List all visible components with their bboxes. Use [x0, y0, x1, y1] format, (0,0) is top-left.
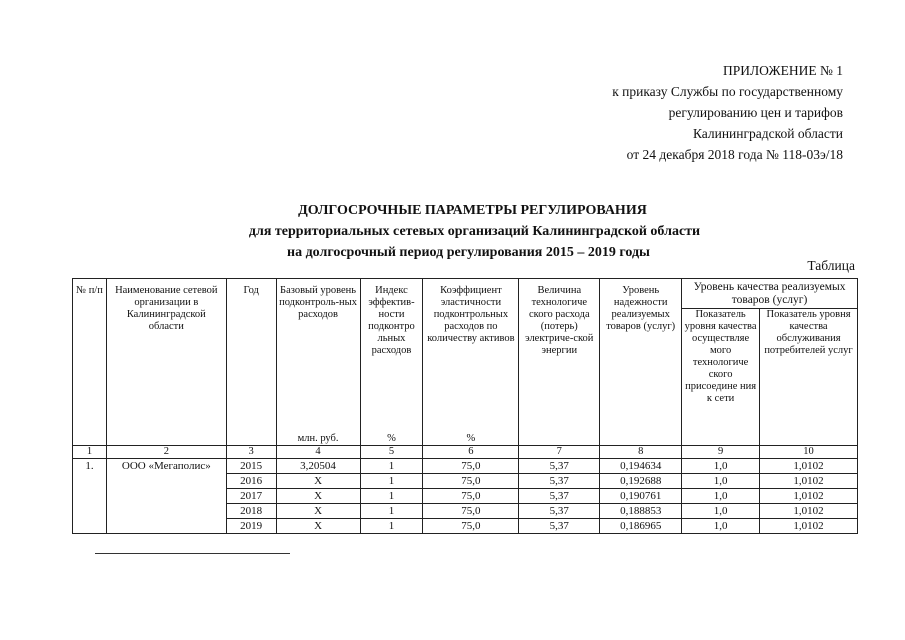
cell-quality-conn: 1,0 — [682, 489, 760, 504]
cell-reliability: 0,190761 — [600, 489, 682, 504]
cell-index: 1 — [360, 489, 423, 504]
header-loss: Величина технологиче ского расхода (потерь) электриче-ской энергии — [519, 279, 600, 432]
cell-year: 2019 — [226, 519, 276, 534]
cell-index: 1 — [360, 504, 423, 519]
appendix-order-line: к приказу Службы по государственному — [612, 84, 843, 99]
cell-reliability: 0,188853 — [600, 504, 682, 519]
cell-year: 2016 — [226, 474, 276, 489]
appendix-title: ПРИЛОЖЕНИЕ № 1 — [722, 63, 843, 78]
appendix-date-line: от 24 декабря 2018 года № 118-03э/18 — [626, 147, 843, 162]
col-number: 7 — [519, 446, 600, 459]
cell-reliability: 0,186965 — [600, 519, 682, 534]
cell-base: 3,20504 — [276, 459, 360, 474]
col-number: 3 — [226, 446, 276, 459]
cell-coef: 75,0 — [423, 459, 519, 474]
col-number: 4 — [276, 446, 360, 459]
col-number: 6 — [423, 446, 519, 459]
units-row — [73, 431, 858, 446]
title-line-1: ДОЛГОСРОЧНЫЕ ПАРАМЕТРЫ РЕГУЛИРОВАНИЯ — [298, 203, 647, 218]
cell-quality-service: 1,0102 — [760, 459, 858, 474]
cell-base: Х — [276, 489, 360, 504]
cell-loss: 5,37 — [519, 489, 600, 504]
cell-quality-service: 1,0102 — [760, 474, 858, 489]
cell-quality-conn: 1,0 — [682, 504, 760, 519]
cell-reliability: 0,192688 — [600, 474, 682, 489]
cell-coef: 75,0 — [423, 474, 519, 489]
col-number: 1 — [73, 446, 107, 459]
unit-coef: % — [423, 431, 519, 446]
cell-base: Х — [276, 474, 360, 489]
header-year: Год — [226, 279, 276, 432]
col-number: 10 — [760, 446, 858, 459]
header-base: Базовый уровень подконтроль-ных расходов — [276, 279, 360, 432]
cell-index: 1 — [360, 519, 423, 534]
table-label: Таблица — [807, 258, 855, 273]
unit-base: млн. руб. — [276, 431, 360, 446]
header-quality-service: Показатель уровня качества обслуживания потребителей услуг — [760, 309, 858, 432]
footnote-divider — [95, 553, 290, 554]
cell-base: Х — [276, 504, 360, 519]
unit-index: % — [360, 431, 423, 446]
col-number: 5 — [360, 446, 423, 459]
cell-loss: 5,37 — [519, 459, 600, 474]
header-org: Наименование сетевой организации в Калининградской области — [106, 279, 226, 432]
appendix-header — [612, 60, 843, 165]
org-number: 1. — [73, 459, 107, 534]
table-row — [73, 459, 858, 474]
cell-year: 2015 — [226, 459, 276, 474]
col-number: 2 — [106, 446, 226, 459]
column-numbers-row — [73, 446, 858, 459]
cell-quality-conn: 1,0 — [682, 519, 760, 534]
parameters-table — [72, 278, 858, 534]
cell-index: 1 — [360, 474, 423, 489]
cell-loss: 5,37 — [519, 474, 600, 489]
cell-coef: 75,0 — [423, 489, 519, 504]
header-coef: Коэффициент эластичности подконтрольных расходов по количеству активов — [423, 279, 519, 432]
cell-loss: 5,37 — [519, 519, 600, 534]
cell-quality-service: 1,0102 — [760, 504, 858, 519]
header-quality-group: Уровень качества реализуемых товаров (услуг) — [682, 279, 858, 309]
cell-index: 1 — [360, 459, 423, 474]
cell-year: 2018 — [226, 504, 276, 519]
col-number: 8 — [600, 446, 682, 459]
cell-base: Х — [276, 519, 360, 534]
appendix-service-line: регулированию цен и тарифов — [668, 105, 843, 120]
cell-year: 2017 — [226, 489, 276, 504]
header-row — [73, 279, 858, 309]
header-quality-conn: Показатель уровня качества осуществляе мого технологиче ского присоедине ния к сети — [682, 309, 760, 432]
cell-quality-service: 1,0102 — [760, 519, 858, 534]
document-title — [0, 200, 905, 263]
cell-reliability: 0,194634 — [600, 459, 682, 474]
header-index: Индекс эффектив-ности подконтро льных расходов — [360, 279, 423, 432]
org-name: ООО «Мегаполис» — [106, 459, 226, 534]
cell-quality-conn: 1,0 — [682, 474, 760, 489]
header-num: № п/п — [73, 279, 107, 432]
header-reliability: Уровень надежности реализуемых товаров (услуг) — [600, 279, 682, 432]
cell-loss: 5,37 — [519, 504, 600, 519]
title-line-2: для территориальных сетевых организаций Калининградской области — [248, 224, 701, 239]
title-line-3: на долгосрочный период регулирования 2015 – 2019 годы — [287, 245, 650, 260]
cell-quality-service: 1,0102 — [760, 489, 858, 504]
cell-quality-conn: 1,0 — [682, 459, 760, 474]
cell-coef: 75,0 — [423, 504, 519, 519]
col-number: 9 — [682, 446, 760, 459]
appendix-region-line: Калининградской области — [692, 126, 843, 141]
cell-coef: 75,0 — [423, 519, 519, 534]
